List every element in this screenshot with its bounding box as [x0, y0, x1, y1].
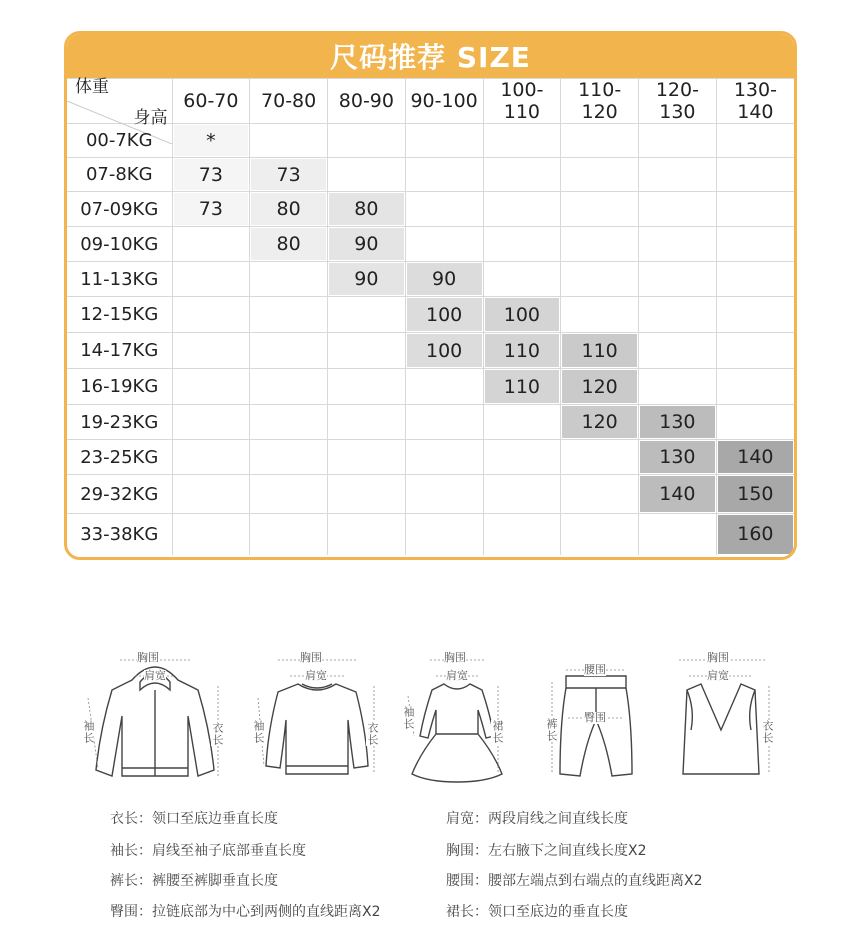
- size-table-row: [67, 405, 794, 440]
- size-value: 100: [407, 334, 482, 367]
- size-cell: [405, 405, 483, 440]
- definition-right-2: 胸围：左右腋下之间直线长度X2: [446, 843, 647, 859]
- size-cell: [172, 475, 250, 514]
- size-cell: [483, 514, 561, 555]
- size-table-row: [67, 124, 794, 158]
- size-value: 100: [485, 298, 560, 331]
- size-cell: [561, 192, 639, 227]
- jacket-length-label: 衣长: [211, 722, 224, 746]
- sweater-diagram: [250, 650, 385, 785]
- size-value: 120: [562, 370, 637, 403]
- size-cell: [250, 227, 328, 262]
- size-table-header-row: [67, 79, 794, 124]
- vest-chest-label: 胸围: [707, 651, 729, 664]
- size-cell: [250, 158, 328, 192]
- size-cell: [250, 514, 328, 555]
- size-cell: [172, 124, 250, 158]
- size-table-row: [67, 192, 794, 227]
- size-table-row: [67, 262, 794, 297]
- size-value: 140: [640, 476, 715, 512]
- size-cell: [328, 124, 406, 158]
- size-cell: [639, 192, 717, 227]
- weight-row-header: 12-15KG: [67, 297, 172, 333]
- pants-length-label: 裤长: [545, 718, 558, 742]
- size-cell: [561, 514, 639, 555]
- size-cell: [328, 192, 406, 227]
- size-cell: [250, 369, 328, 405]
- size-value: 90: [407, 263, 482, 295]
- size-cell: [716, 158, 794, 192]
- size-value: 110: [562, 334, 637, 367]
- size-cell: [172, 405, 250, 440]
- size-value: 90: [329, 263, 404, 295]
- height-column-header: 70-80: [250, 79, 328, 124]
- size-table: [67, 78, 794, 555]
- jacket-shoulder-label: 肩宽: [144, 669, 166, 682]
- corner-height-label: 身高: [133, 108, 168, 128]
- weight-row-header: 29-32KG: [67, 475, 172, 514]
- size-cell: [483, 440, 561, 475]
- sweater-length-label: 衣长: [366, 722, 379, 746]
- size-cell: [405, 440, 483, 475]
- size-cell: [483, 124, 561, 158]
- definition-left-4: 臀围：拉链底部为中心到两侧的直线距离X2: [110, 904, 381, 920]
- size-cell: [639, 124, 717, 158]
- size-cell: [328, 440, 406, 475]
- size-value: 100: [407, 298, 482, 331]
- size-cell: [716, 405, 794, 440]
- size-cell: [561, 333, 639, 369]
- weight-row-header: 23-25KG: [67, 440, 172, 475]
- measurement-definitions: [110, 808, 810, 928]
- size-cell: [405, 333, 483, 369]
- size-cell: [172, 192, 250, 227]
- dress-length-label: 裙长: [491, 720, 504, 744]
- size-cell: [716, 192, 794, 227]
- size-cell: [250, 440, 328, 475]
- size-value: 80: [251, 193, 326, 225]
- weight-row-header: 19-23KG: [67, 405, 172, 440]
- size-cell: [405, 369, 483, 405]
- size-cell: [172, 440, 250, 475]
- size-cell: [328, 158, 406, 192]
- size-value: 130: [640, 406, 715, 438]
- size-cell: [250, 262, 328, 297]
- size-cell: [639, 297, 717, 333]
- size-cell: [639, 262, 717, 297]
- size-value: 73: [251, 159, 326, 190]
- weight-row-header: 16-19KG: [67, 369, 172, 405]
- size-cell: [172, 227, 250, 262]
- dress-shoulder-label: 肩宽: [446, 669, 468, 682]
- size-table-row: [67, 297, 794, 333]
- size-cell: [716, 440, 794, 475]
- weight-row-header: 14-17KG: [67, 333, 172, 369]
- pants-waist-label: 腰围: [584, 663, 606, 676]
- weight-row-header: 00-7KG: [67, 124, 172, 158]
- size-cell: [716, 124, 794, 158]
- size-table-row: [67, 440, 794, 475]
- height-column-header: 60-70: [172, 79, 250, 124]
- size-table-row: [67, 475, 794, 514]
- size-table-row: [67, 369, 794, 405]
- weight-row-header: 07-8KG: [67, 158, 172, 192]
- size-value: 90: [329, 228, 404, 260]
- weight-row-header: 09-10KG: [67, 227, 172, 262]
- size-cell: [172, 297, 250, 333]
- size-cell: [328, 262, 406, 297]
- sweater-shoulder-label: 肩宽: [305, 669, 327, 682]
- size-cell: [328, 297, 406, 333]
- size-cell: [405, 262, 483, 297]
- height-column-header: 130-140: [716, 79, 794, 124]
- vest-shoulder-label: 肩宽: [707, 669, 729, 682]
- size-cell: [561, 227, 639, 262]
- jacket-diagram: [80, 650, 230, 785]
- size-value: *: [174, 125, 249, 156]
- size-cell: [172, 333, 250, 369]
- size-cell: [561, 475, 639, 514]
- size-cell: [405, 475, 483, 514]
- size-cell: [561, 440, 639, 475]
- size-cell: [483, 158, 561, 192]
- height-column-header: 80-90: [328, 79, 406, 124]
- size-value: 73: [174, 193, 249, 225]
- sweater-sleeve-label: 袖长: [252, 720, 265, 744]
- size-cell: [639, 369, 717, 405]
- weight-row-header: 07-09KG: [67, 192, 172, 227]
- vest-diagram: [665, 650, 780, 785]
- size-cell: [250, 405, 328, 440]
- weight-row-header: 11-13KG: [67, 262, 172, 297]
- size-cell: [328, 227, 406, 262]
- size-value: 130: [640, 441, 715, 473]
- definition-left-2: 袖长：肩线至袖子底部垂直长度: [110, 843, 306, 859]
- height-column-header: 100-110: [483, 79, 561, 124]
- size-cell: [716, 475, 794, 514]
- size-cell: [483, 227, 561, 262]
- size-cell: [483, 297, 561, 333]
- size-value: 110: [485, 370, 560, 403]
- height-column-header: 110-120: [561, 79, 639, 124]
- size-cell: [250, 124, 328, 158]
- size-cell: [561, 124, 639, 158]
- definition-right-3: 腰围：腰部左端点到右端点的直线距离X2: [446, 873, 703, 889]
- size-cell: [639, 158, 717, 192]
- size-cell: [716, 514, 794, 555]
- definition-right-1: 肩宽：两段肩线之间直线长度: [446, 811, 628, 827]
- size-cell: [483, 192, 561, 227]
- size-cell: [483, 262, 561, 297]
- size-cell: [405, 514, 483, 555]
- size-cell: [328, 405, 406, 440]
- size-cell: [405, 192, 483, 227]
- size-table-row: [67, 227, 794, 262]
- size-cell: [716, 227, 794, 262]
- size-value: 140: [718, 441, 793, 473]
- size-cell: [328, 475, 406, 514]
- size-value: 120: [562, 406, 637, 438]
- size-table-corner: [67, 77, 172, 128]
- dress-chest-label: 胸围: [444, 651, 466, 664]
- size-cell: [561, 297, 639, 333]
- dress-sleeve-label: 袖长: [402, 706, 415, 730]
- size-cell: [250, 192, 328, 227]
- size-value: 80: [251, 228, 326, 260]
- size-value: 73: [174, 159, 249, 190]
- size-value: 150: [718, 476, 793, 512]
- size-cell: [561, 262, 639, 297]
- definition-left-3: 裤长：裤腰至裤脚垂直长度: [110, 873, 278, 889]
- height-column-header: 90-100: [405, 79, 483, 124]
- jacket-chest-label: 胸围: [137, 651, 159, 664]
- size-cell: [405, 297, 483, 333]
- size-cell: [639, 227, 717, 262]
- size-chart-card: [64, 31, 797, 560]
- definition-left-1: 衣长：领口至底边垂直长度: [110, 811, 278, 827]
- height-column-header: 120-130: [639, 79, 717, 124]
- size-cell: [561, 405, 639, 440]
- size-cell: [639, 440, 717, 475]
- size-cell: [328, 333, 406, 369]
- definition-right-4: 裙长：领口至底边的垂直长度: [446, 904, 628, 920]
- size-cell: [405, 227, 483, 262]
- jacket-sleeve-label: 袖长: [82, 720, 95, 744]
- weight-row-header: 33-38KG: [67, 514, 172, 555]
- size-cell: [639, 405, 717, 440]
- size-table-row: [67, 333, 794, 369]
- size-cell: [716, 297, 794, 333]
- size-cell: [250, 475, 328, 514]
- size-value: 110: [485, 334, 560, 367]
- size-chart-title: 尺码推荐 SIZE: [67, 34, 794, 78]
- size-cell: [639, 333, 717, 369]
- pants-hip-label: 臀围: [584, 711, 606, 724]
- size-cell: [172, 514, 250, 555]
- size-table-row: [67, 158, 794, 192]
- size-cell: [172, 158, 250, 192]
- size-cell: [172, 369, 250, 405]
- size-cell: [639, 475, 717, 514]
- size-cell: [250, 333, 328, 369]
- size-cell: [561, 158, 639, 192]
- size-cell: [639, 514, 717, 555]
- size-cell: [483, 405, 561, 440]
- size-value: 160: [718, 515, 793, 554]
- size-cell: [716, 369, 794, 405]
- size-cell: [483, 369, 561, 405]
- size-cell: [405, 158, 483, 192]
- size-cell: [172, 262, 250, 297]
- dress-diagram: [402, 650, 512, 785]
- size-cell: [483, 333, 561, 369]
- size-cell: [328, 514, 406, 555]
- size-cell: [483, 475, 561, 514]
- size-cell: [405, 124, 483, 158]
- vest-length-label: 衣长: [761, 720, 774, 744]
- size-value: 80: [329, 193, 404, 225]
- sweater-chest-label: 胸围: [300, 651, 322, 664]
- size-cell: [561, 369, 639, 405]
- size-cell: [250, 297, 328, 333]
- size-cell: [716, 262, 794, 297]
- pants-diagram: [540, 662, 650, 787]
- size-cell: [716, 333, 794, 369]
- corner-weight-label: 体重: [75, 77, 109, 97]
- size-cell: [328, 369, 406, 405]
- size-table-row: [67, 514, 794, 555]
